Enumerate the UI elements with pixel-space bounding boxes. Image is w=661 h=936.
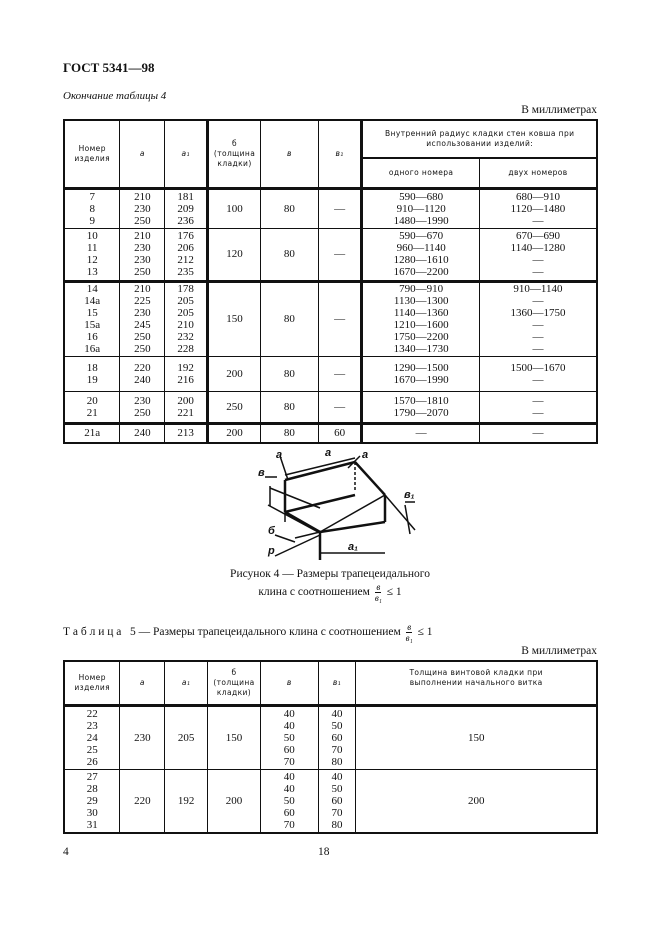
cell-number: 21а: [64, 423, 120, 443]
units-label: В миллиметрах: [521, 104, 597, 116]
figure-label-v1: в₁: [404, 489, 415, 501]
header-v1: в₁: [318, 661, 356, 705]
ratio-numerator: в: [376, 582, 381, 592]
cell-a: 210 225 230 245 250 250: [120, 281, 165, 356]
cell-one: 790—910 1130—1300 1140—1360 1210—1600 1750—2200 1340—1730: [362, 281, 479, 356]
cell-number: 22 23 24 25 26: [64, 705, 120, 769]
ratio-tail: ≤ 1: [417, 626, 433, 639]
cell-a1: 192 216: [165, 356, 208, 391]
cell-a: 210 230 250: [120, 188, 165, 228]
cell-v: 80: [261, 356, 319, 391]
cell-a: 240: [120, 423, 165, 443]
table-5-caption: [63, 622, 433, 643]
cell-v1: 60: [318, 423, 362, 443]
cell-a: 210 230 230 250: [120, 228, 165, 281]
footer-page-left: 4: [63, 846, 69, 858]
cell-two: 680—910 1120—1480 —: [479, 188, 597, 228]
cell-number: 7 8 9: [64, 188, 120, 228]
cell-v: 80: [261, 188, 319, 228]
cell-two: — —: [479, 391, 597, 423]
table-row: [64, 188, 597, 228]
cell-thickness: 150: [356, 705, 597, 769]
cell-v: 80: [261, 228, 319, 281]
cell-a1: 181 209 236: [165, 188, 208, 228]
cell-one: —: [362, 423, 479, 443]
cell-b: 200: [208, 356, 261, 391]
header-b: б (толщина кладки): [208, 120, 261, 188]
cell-number: 10 11 12 13: [64, 228, 120, 281]
cell-number: 18 19: [64, 356, 120, 391]
cell-v: 80: [261, 281, 319, 356]
cell-one: 1570—1810 1790—2070: [362, 391, 479, 423]
cell-v1: —: [318, 228, 362, 281]
cell-two: 670—690 1140—1280 — —: [479, 228, 597, 281]
cell-b: 120: [208, 228, 261, 281]
cell-a1: 192: [165, 769, 208, 833]
header-a: а: [120, 120, 165, 188]
figure-label-a-top: а: [325, 450, 332, 459]
figure-label-b: б: [268, 525, 275, 537]
table-continuation-label: Окончание таблицы 4: [63, 90, 167, 102]
cell-a1: 176 206 212 235: [165, 228, 208, 281]
cell-number: 14 14а 15 15а 16 16а: [64, 281, 120, 356]
cell-a1: 205: [165, 705, 208, 769]
standard-title: ГОСТ 5341—98: [63, 60, 155, 75]
table-row: [64, 356, 597, 391]
header-a: а: [120, 661, 165, 705]
figure-4-wedge-drawing: [250, 450, 420, 565]
cell-a: 230 250: [120, 391, 165, 423]
header-a1: а₁: [165, 120, 208, 188]
table-row: [64, 391, 597, 423]
ratio-denominator: в₁: [374, 593, 382, 603]
units-label: В миллиметрах: [521, 645, 597, 657]
cell-a1: 213: [165, 423, 208, 443]
table-row: [64, 769, 597, 833]
cell-two: —: [479, 423, 597, 443]
cell-b: 100: [208, 188, 261, 228]
table-5-caption-text: Т а б л и ц а 5 — Размеры трапецеидального клина с соотношением: [63, 626, 401, 639]
figure-caption-line1: Рисунок 4 — Размеры трапецеидального: [230, 568, 430, 580]
table-row: [64, 705, 597, 769]
cell-one: 590—680 910—1120 1480—1990: [362, 188, 479, 228]
cell-v: 80: [261, 423, 319, 443]
cell-v1: —: [318, 188, 362, 228]
cell-b: 200: [208, 769, 261, 833]
header-one-number: одного номера: [362, 158, 479, 188]
cell-v1: 40 50 60 70 80: [318, 769, 356, 833]
cell-two: 1500—1670 —: [479, 356, 597, 391]
cell-b: 200: [208, 423, 261, 443]
cell-v: 80: [261, 391, 319, 423]
cell-a1: 178 205 205 210 232 228: [165, 281, 208, 356]
figure-caption-line2: [180, 582, 480, 603]
cell-a: 220 240: [120, 356, 165, 391]
cell-v1: 40 50 60 70 80: [318, 705, 356, 769]
cell-number: 27 28 29 30 31: [64, 769, 120, 833]
header-a1: а₁: [165, 661, 208, 705]
table-row: [64, 281, 597, 356]
figure-label-r: р: [268, 545, 275, 557]
cell-v1: —: [318, 356, 362, 391]
table-row: [64, 423, 597, 443]
cell-one: 590—670 960—1140 1280—1610 1670—2200: [362, 228, 479, 281]
figure-label-a-right: а: [362, 450, 369, 461]
figure-label-a-left: а: [276, 450, 283, 461]
cell-a: 220: [120, 769, 165, 833]
figure-label-v: в: [258, 467, 265, 479]
header-thickness: Толщина винтовой кладки при выполнении начального витка: [356, 661, 597, 705]
cell-thickness: 200: [356, 769, 597, 833]
header-b: б (толщина кладки): [208, 661, 261, 705]
ratio-tail: ≤ 1: [386, 586, 402, 599]
header-radius: Внутренний радиус кладки стен ковша при использовании изделий:: [362, 120, 597, 158]
cell-v: 40 40 50 60 70: [260, 705, 318, 769]
header-v: в: [261, 120, 319, 188]
table-5: [63, 660, 598, 834]
header-v1: в₁: [318, 120, 362, 188]
header-v: в: [260, 661, 318, 705]
footer-page-center: 18: [318, 846, 330, 858]
header-number: Номер изделия: [64, 661, 120, 705]
ratio-denominator: в₁: [405, 633, 413, 643]
figure-label-a1: а₁: [348, 541, 358, 553]
table-row: [64, 228, 597, 281]
header-two-numbers: двух номеров: [479, 158, 597, 188]
cell-b: 250: [208, 391, 261, 423]
header-number: Номер изделия: [64, 120, 120, 188]
cell-a: 230: [120, 705, 165, 769]
ratio-fraction: [406, 622, 413, 643]
cell-one: 1290—1500 1670—1990: [362, 356, 479, 391]
figure-caption-text: клина с соотношением: [258, 586, 370, 599]
table-4: [63, 119, 598, 444]
cell-v1: —: [318, 281, 362, 356]
cell-a1: 200 221: [165, 391, 208, 423]
cell-v: 40 40 50 60 70: [260, 769, 318, 833]
cell-b: 150: [208, 281, 261, 356]
ratio-numerator: в: [407, 622, 412, 632]
cell-number: 20 21: [64, 391, 120, 423]
cell-b: 150: [208, 705, 261, 769]
cell-two: 910—1140 — 1360—1750 — — —: [479, 281, 597, 356]
cell-v1: —: [318, 391, 362, 423]
ratio-fraction: [375, 582, 382, 603]
